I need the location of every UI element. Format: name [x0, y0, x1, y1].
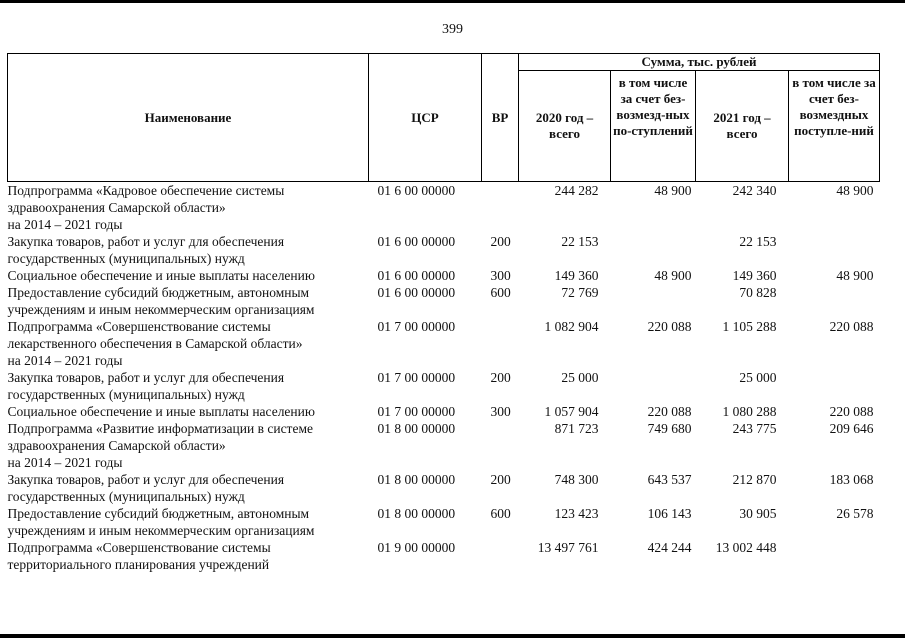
table-row	[8, 471, 880, 505]
row-vr	[482, 539, 519, 573]
row-name	[8, 420, 369, 471]
row-csr: 01 9 00 00000	[377, 540, 456, 555]
row-name-line: учреждениям и иным некоммерческим организациям	[7, 523, 315, 538]
table-row	[8, 267, 880, 284]
table-row	[8, 505, 880, 539]
row-name-line: на 2014 – 2021 годы	[7, 217, 123, 232]
table-row	[8, 369, 880, 403]
row-name-line: Социальное обеспечение и иные выплаты населению	[7, 404, 315, 419]
row-vr: 600	[490, 506, 511, 521]
row-2020-bezvozm: 643 537	[647, 472, 692, 487]
table-row	[8, 284, 880, 318]
row-name-line: государственных (муниципальных) нужд	[7, 251, 245, 266]
row-2020-bezvozm: 220 088	[647, 404, 692, 419]
row-name	[8, 233, 369, 267]
row-2021-total: 149 360	[732, 268, 777, 283]
row-name	[8, 182, 369, 234]
row-2021-total: 212 870	[732, 472, 777, 487]
row-2021-total: 22 153	[739, 234, 777, 249]
row-vr: 300	[490, 268, 511, 283]
row-2020-total: 22 153	[561, 234, 599, 249]
row-vr: 200	[490, 472, 511, 487]
row-2021-total: 70 828	[739, 285, 777, 300]
row-name-line: Подпрограмма «Развитие информатизации в системе	[7, 421, 313, 436]
header-name: Наименование	[8, 54, 369, 182]
row-2021-bezvozm: 220 088	[829, 319, 874, 334]
row-name	[8, 284, 369, 318]
row-2020-total: 871 723	[554, 421, 599, 436]
row-vr	[482, 182, 519, 234]
row-2020-bezvozm	[611, 233, 696, 267]
row-2020-total: 25 000	[561, 370, 599, 385]
table-header	[8, 54, 880, 182]
row-2020-total: 1 082 904	[544, 319, 599, 334]
row-csr: 01 6 00 00000	[377, 234, 456, 249]
row-name-line: на 2014 – 2021 годы	[7, 353, 123, 368]
row-2020-bezvozm: 48 900	[654, 268, 692, 283]
row-csr: 01 6 00 00000	[377, 268, 456, 283]
row-name-line: Закупка товаров, работ и услуг для обеспечения	[7, 234, 285, 249]
row-2021-total: 1 105 288	[722, 319, 777, 334]
row-2021-total: 243 775	[732, 421, 777, 436]
row-name	[8, 369, 369, 403]
row-2021-total: 25 000	[739, 370, 777, 385]
row-2021-total: 1 080 288	[722, 404, 777, 419]
header-2021-bezvozm: в том числе за счет без-возмездных поступле-ний	[789, 71, 880, 182]
row-vr: 300	[490, 404, 511, 419]
bottom-rule	[0, 634, 905, 638]
row-2020-total: 1 057 904	[544, 404, 599, 419]
row-2021-bezvozm: 209 646	[829, 421, 874, 436]
row-name-line: на 2014 – 2021 годы	[7, 455, 123, 470]
budget-table	[7, 53, 880, 573]
row-name	[8, 505, 369, 539]
row-name-line: Подпрограмма «Совершенствование системы	[7, 540, 271, 555]
row-2021-bezvozm	[789, 284, 880, 318]
row-name-line: лекарственного обеспечения в Самарской области»	[7, 336, 303, 351]
row-csr: 01 6 00 00000	[377, 285, 456, 300]
row-2020-total: 244 282	[554, 183, 599, 198]
row-name-line: Подпрограмма «Кадровое обеспечение системы	[7, 183, 285, 198]
row-csr: 01 7 00 00000	[377, 319, 456, 334]
row-csr: 01 7 00 00000	[377, 370, 456, 385]
row-vr	[482, 318, 519, 369]
header-csr: ЦСР	[369, 54, 482, 182]
header-2020-total: 2020 год – всего	[519, 71, 611, 182]
row-name-line: территориального планирования учреждений	[7, 557, 270, 572]
table-body	[8, 182, 880, 574]
row-csr: 01 7 00 00000	[377, 404, 456, 419]
row-name-line: Социальное обеспечение и иные выплаты населению	[7, 268, 315, 283]
page-number: 399	[442, 22, 463, 37]
row-csr: 01 8 00 00000	[377, 472, 456, 487]
header-2020-bezvozm: в том числе за счет без-возмезд-ных по-ступлений	[611, 71, 696, 182]
row-name-line: Закупка товаров, работ и услуг для обеспечения	[7, 370, 285, 385]
row-2020-bezvozm: 424 244	[647, 540, 692, 555]
row-2021-bezvozm: 220 088	[829, 404, 874, 419]
row-name-line: государственных (муниципальных) нужд	[7, 387, 245, 402]
row-vr: 600	[490, 285, 511, 300]
row-2021-bezvozm	[789, 539, 880, 573]
row-name-line: учреждениям и иным некоммерческим организациям	[7, 302, 315, 317]
row-name-line: Предоставление субсидий бюджетным, автономным	[7, 506, 310, 521]
row-2021-bezvozm: 26 578	[836, 506, 874, 521]
row-2020-total: 13 497 761	[537, 540, 599, 555]
row-name	[8, 403, 369, 420]
row-2020-bezvozm: 48 900	[654, 183, 692, 198]
header-sum-group: Сумма, тыс. рублей	[519, 54, 880, 71]
row-name-line: здравоохранения Самарской области»	[7, 200, 226, 215]
row-2020-total: 123 423	[554, 506, 599, 521]
row-2021-total: 30 905	[739, 506, 777, 521]
row-2020-total: 149 360	[554, 268, 599, 283]
row-csr: 01 8 00 00000	[377, 506, 456, 521]
row-2021-bezvozm: 183 068	[829, 472, 874, 487]
row-2020-bezvozm	[611, 369, 696, 403]
row-2020-bezvozm: 220 088	[647, 319, 692, 334]
row-name	[8, 539, 369, 573]
row-2020-bezvozm: 106 143	[647, 506, 692, 521]
row-vr: 200	[490, 234, 511, 249]
row-name-line: Предоставление субсидий бюджетным, автономным	[7, 285, 310, 300]
row-2021-bezvozm	[789, 233, 880, 267]
row-vr: 200	[490, 370, 511, 385]
row-2021-total: 242 340	[732, 183, 777, 198]
row-vr	[482, 420, 519, 471]
row-csr: 01 8 00 00000	[377, 421, 456, 436]
table-row	[8, 182, 880, 234]
row-name-line: здравоохранения Самарской области»	[7, 438, 226, 453]
row-2021-bezvozm	[789, 369, 880, 403]
header-2021-total: 2021 год – всего	[696, 71, 789, 182]
row-2020-bezvozm: 749 680	[647, 421, 692, 436]
table-row	[8, 403, 880, 420]
row-name-line: Подпрограмма «Совершенствование системы	[7, 319, 271, 334]
table-row	[8, 318, 880, 369]
top-rule	[0, 0, 905, 3]
row-name	[8, 318, 369, 369]
row-name	[8, 267, 369, 284]
row-2021-bezvozm: 48 900	[836, 183, 874, 198]
row-2021-total: 13 002 448	[715, 540, 777, 555]
row-2020-total: 748 300	[554, 472, 599, 487]
row-name	[8, 471, 369, 505]
row-2020-bezvozm	[611, 284, 696, 318]
row-2020-total: 72 769	[561, 285, 599, 300]
row-name-line: Закупка товаров, работ и услуг для обеспечения	[7, 472, 285, 487]
header-vr: ВР	[482, 54, 519, 182]
table-row	[8, 420, 880, 471]
row-csr: 01 6 00 00000	[377, 183, 456, 198]
table-row	[8, 539, 880, 573]
row-2021-bezvozm: 48 900	[836, 268, 874, 283]
table-row	[8, 233, 880, 267]
row-name-line: государственных (муниципальных) нужд	[7, 489, 245, 504]
